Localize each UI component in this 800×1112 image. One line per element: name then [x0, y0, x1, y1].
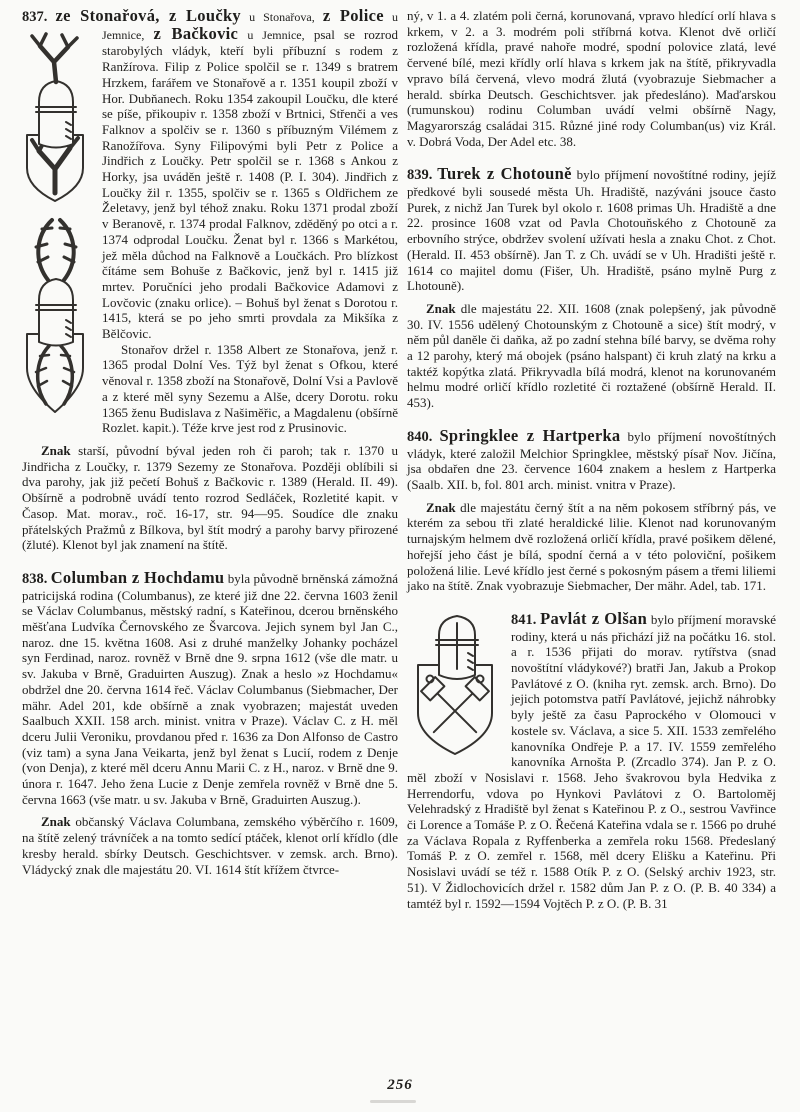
book-page: [22, 8, 776, 911]
entry-837-znak-text: starší, původní býval jeden roh či paroh; tak r. 1370 u Jindřicha z Loučky, r. 1379 Sezemy ze Stonařova. Později oblíbili si dva parohy, jak již pečetí Bohuš z Bačkovic r. 1389 (Herald. II. 49). Obšírně a podrobně uvádí tento rozrod Sedláček, Rozletité kapit. v Časop. Mat. morav., roč. 16-17, str. 94—95. Soudíce dle znaku přátelských Pražmů z Bílkova, byl štít modrý a parohy barvy přirozené (žluté). Klenot byl jak znamení na štítě.: [22, 442, 398, 553]
coat-of-arms-antlers-icon: [22, 216, 88, 420]
entry-838-number: 838.: [22, 570, 48, 587]
entry-839-znak-text: dle majestátu 22. XII. 1608 (znak polepšený, jak původně 30. IV. 1556 udělený Chotounským z Chotouně a sice) štít modrý, v něm půl daněle či daňka, až po zadní stehna bílé barvy, se dvěma rohy a 12 parohy, který má obojek (psáno halspant) či kruh zlatý na krku a taktéž kopýtka zlatá. Přikryvadla bílá modrá, klenot na korunovaném helmu modré orličí křídlo rozletité či roztažené (obšírně Herald. II. 453).: [407, 300, 777, 411]
entry-837-place-1: u Stonařova,: [249, 10, 315, 24]
entry-841-coat-of-arms: [415, 613, 499, 757]
left-column: [22, 8, 398, 911]
entry-838-znak-paragraph: [22, 814, 398, 877]
entry-840-name: Springklee z Hartperka: [439, 425, 621, 445]
entry-841-number: 841.: [511, 611, 537, 628]
znak-label: Znak: [426, 300, 456, 316]
entry-840-znak-text: dle majestátu černý štít a na něm pokosem stříbrný pás, ve kterém za sebou tři zlaté heraldické lilie. Klenot nad korunovaným turnajským helmem dvě rozložená orličí křídla, pravé pošikem dělené, hořejší jeho část je bílá, spodní černá a v této poloviční, pošikem položená lilie. Levé křídlo jest černé s pokosným pásem a třemi liliemi jako na štítě. Znak vyobrazuje Siebmacher, Der mähr. Adel, tab. 171.: [407, 499, 776, 594]
entry-839-number: 839.: [407, 167, 433, 184]
entry-837-body: psal se rozrod starobylých vládyk, kteří byli příbuzní s rodem z Ranžírova. Filip z Police spolčil se r. 1349 s bratrem Hrzkem, farářem ve Stonařově a r. 1351 koupil zboží v Hor. Dubňanech. Roku 1354 zakoupil Loučku, dle které se píše, přikoupiv r. 1358 zboží v Brtnici, Střenči a ves Falknov a spolčiv se r. 1360 s příbuzným Vilémem z Ranožířova. Syny Filipovými byli Petr z Police a Jindřich z Loučky. Petr spolčil se r. 1368 s Ankou z Horky, jsa uváděn ještě r. 1408 (P. I. 304). Jindřich z Loučky žil r. 1355, spolčiv se r. 1365 s Oldřichem ze Želetavy, jenž byl téhož znaku. Roku 1371 prodal zboží v Beranově, r. 1374 prodal Falknov, zděděný po otci a r. 1374 odprodal Loučku. Ženat byl r. 1366 s Markétou, jež měla důchod na Falknově a Loučkách. Pro blízkost čítáme sem Bohuše z Bačkovic, jenž byl r. 1415 již mrtev. Poručníci jeho prodali Bačkovice Adamovi z Lovčovic (znaku orlice). – Bohuš byl ženat s Dorotou r. 1415, která se po jeho smrti provdala za Mikšíka z Bělčovic.: [102, 26, 398, 342]
entry-839-znak-paragraph: [407, 301, 776, 411]
entry-840-paragraph: [407, 425, 776, 493]
entry-837-name-2: z Police: [322, 6, 384, 25]
entry-838-paragraph: [22, 567, 399, 808]
entry-838-body: byla původně brněnská zámožná patricijská rodina (Columbanus), ze které již dne 22. června 1603 ženil se Václav Columbanus, městský radní, s Kateřinou, dcerou brněnského měšťana Ludvíka Černovského ze Švarcova. Jejich synem byl Jan C., naroz. dne 15. května 1608. Asi z druhé manželky Johanky pocházel syn Ferdinad, naroz. rovněž v Brně dne 9. srpna 1612 (vše dle matr. u sv. Jakuba v Brně, Graduirten Auszug). Znak a heslo »z Hochdamu« obdržel dne 20. června 1614 řeč. Václav Columbanus (Siebmacher, Der mähr. Adel 201, kde obšírně a znak vyobrazen; majestát uveden Saalbuch XXII. 158 arch. minist. vnitra v Praze). Václav C. z H. měl dceru Julii Veroniku, provdanou před r. 1636 za Don Alfonso de Castro (viz tam) a syna Jana Veikarta, jenž byl ženat s Lucií, rodem z Denje (von Denja), z které měl dceru Annu Marii C. z H., naroz. v Brně dne 9. února r. 1647. Jeho žena Lucie z Denje zemřela rovněž v Brně dne 5. června 1663 (vše matr. u sv. Jakuba v Brně, Graduirten Auszug.).: [22, 570, 399, 807]
coat-of-arms-forked-branch-icon: [22, 30, 88, 204]
coat-of-arms-crossed-hammers-icon: [415, 613, 499, 757]
entry-841-body: bylo příjmení moravské rodiny, která u nás přichází již na počátku 16. stol. a r. 1536 přijati do morav. rytířstva (snad novoštítní vládykové?) bratři Jan, Jakub a Prokop Pavlátové z O. (kniha ryt. zemsk. arch. Brno). Do jejich potomstva patří Pavlátové, jejichž náhrobky byly ještě za času Paprockého v Olomouci v kostele sv. Václava, a sice 5. XII. 1533 zemřelého kanovníka Ondřeje P. a 17. IV. 1559 zemřelého kanovníka Arnošta P. (Zrcadlo 374). Jan P. z O. měl zboží v Nosislavi r. 1568. Jeho švakrovou byla Hedvika z Herrendorfu, vdova po Hynkovi Pavlátovi z O. Bartoloměj Velehradský z Hradiště byl ženat s Kateřinou P. z O., sestrou Vavřince či Lorence a Tomáše P. z O. Řečená Kateřina vdala se r. 1566 po druhé za Václava Ropala z Ryffenberka a zemřela roku 1568. Předeslaný Tomáš P. z O. zemřel r. 1568, měl dcery Elišku a Kateřinu. Při Nosislavi uvádí se též r. 1588 Otík P. z O. (Selský archiv 1923, str. 51). V Židlochovicích držel r. 1582 dům Jan P. z O. (P. B. 40 334) a tamtéž byl r. 1592—1594 Vojtěch P. z O. (P. B. 31: [407, 611, 777, 911]
entry-837-name-1: ze Stonařová, z Loučky: [55, 6, 241, 25]
scan-smudge: [370, 1100, 416, 1103]
entry-839-paragraph: [407, 166, 776, 294]
znak-label: Znak: [41, 442, 71, 458]
znak-label: Znak: [41, 814, 71, 830]
entry-841-name: Pavlát z Olšan: [540, 608, 648, 628]
entry-837-paragraph: [22, 8, 398, 342]
entry-838-continuation-paragraph: [407, 8, 776, 149]
right-column: [407, 8, 776, 911]
entry-837-name-3: z Bačkovic: [153, 23, 239, 43]
entry-838-continuation-text: ný, v 1. a 4. zlatém poli černá, korunovaná, vpravo hledící orlí hlava s krkem, v 2. a 3. modrém poli stříbrná kotva. Klenot dvě orličí rozložená křídla, pravé nahoře modré, spodní polovice zlatá, levé červené bílé, mezi křídly orlí hlava s krkem jak na štítě, přikryvadla vpravo bílá červená, vlevo modrá žlutá (vyobrazuje Siebmacher a herald. sbírka Deutsch. Geschichtsver. jak předesláno). Maďarskou (rumunskou) rodinu Columban uvádí velmi obšírně Nagy, Magyarország családai 315. Různé jiné rody Columban(us) viz Král. v. Dobrá Voda, Der Adel etc. 38.: [407, 8, 776, 149]
entry-838-znak-text: občanský Václava Columbana, zemského výběrčího r. 1609, na štítě zelený trávníček a na tomto sedící ptáček, klenot orlí křídlo (dle kresby herald. sbírky Deutsch. Geschichtsver. v zemsk. arch. Brno). Vládycký znak dle majestátu 20. VI. 1614 štít křížem čtvrce-: [22, 814, 399, 877]
entry-837-place-3: u Jemnice,: [247, 27, 305, 42]
entry-837-number: 837.: [22, 9, 48, 25]
entry-837-paragraph-2-text: Stonařov držel r. 1358 Albert ze Stonařova, jenž r. 1365 prodal Dolní Ves. Týž byl ženat s Ofkou, které věnoval r. 1358 zboží na Stonařově, Dolní Vsi a Pavlově a z které měl syny Sezemu a Alše, dcery Dorotu. roku 1365 ženu Budislava z Našiměřic, a Magdalenu (obšírně Rozlet. kapit.). Téže krve jest rod z Prusinovic.: [102, 341, 398, 436]
entry-837-coats-of-arms: [22, 30, 88, 432]
entry-839-name: Turek z Chotouně: [437, 164, 572, 184]
znak-label: Znak: [426, 499, 456, 515]
entry-841-paragraph: [407, 608, 777, 911]
entry-840-znak-paragraph: [407, 500, 776, 594]
entry-840-number: 840.: [407, 428, 433, 445]
entry-837-place-2: u Jemnice,: [102, 10, 398, 42]
entry-838-name: Columban z Hochdamu: [50, 567, 225, 587]
entry-840-body: bylo příjmení novoštítných vládyk, které založil Melchior Springklee, městský písař Nov. Jičína, jsa obdařen dne 23. července 1604 znakem a heslem z Hartperka (Saalb. XII. b, fol. 801 arch. minist. vnitra v Praze).: [407, 428, 776, 492]
entry-837-znak-paragraph: [22, 443, 398, 553]
entry-839-body: bylo příjmení novoštítné rodiny, jejíž předkové byli sousedé města Uh. Hradiště, nazýváni jsouce často Purek, z nichž Jan Turek byl okolo r. 1608 primas Uh. Hradiště a dne 22. prosince 1608 vzat od Pavla Chotouňského z Chotouně za erbovního strýce, obdržev svolení užívati hesla a znaku Chot. z Chot. (Herald. II. 453 obšírně). Jan T. z Ch. uvádí se v Uh. Hradišti ještě r. 1614 co majitel domu (Fišer, Uh. Hradiště, psáno mylně Purg z Lhotouně).: [407, 167, 776, 294]
page-number: 256: [387, 1077, 413, 1093]
